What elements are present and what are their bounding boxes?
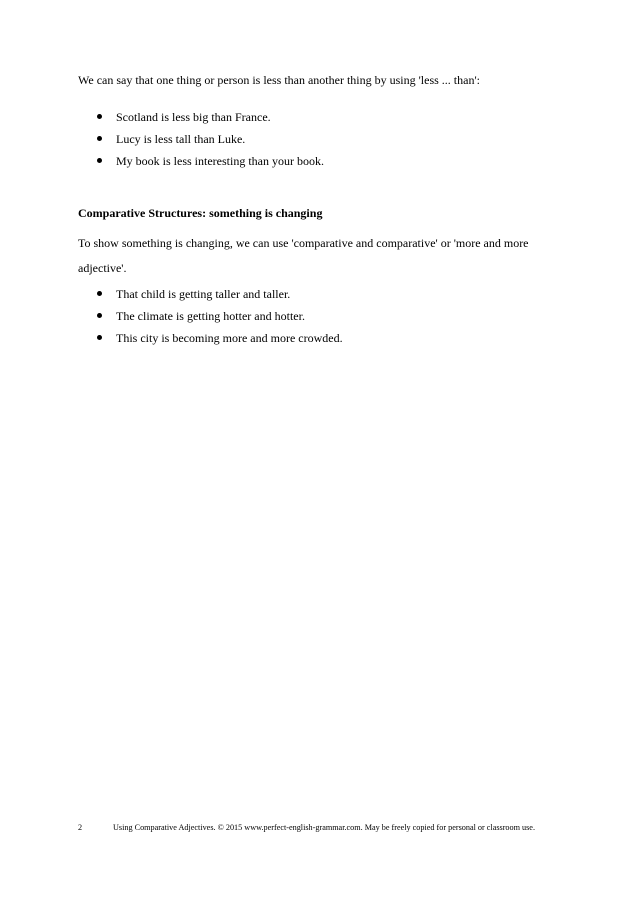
list-item <box>78 106 324 128</box>
list-item <box>78 283 343 305</box>
page-number: 2 <box>78 823 83 832</box>
less-than-examples-list <box>78 106 324 172</box>
changing-intro-paragraph: To show something is changing, we can use 'comparative and comparative' or 'more and more adjective'. <box>78 236 529 275</box>
bullet-icon <box>97 313 102 318</box>
list-item <box>78 150 324 172</box>
list-item <box>78 305 343 327</box>
bullet-icon <box>97 291 102 296</box>
list-item <box>78 128 324 150</box>
page-footer <box>78 822 535 834</box>
list-item-text: Lucy is less tall than Luke. <box>116 132 246 146</box>
bullet-icon <box>97 136 102 141</box>
list-item-text: Scotland is less big than France. <box>116 110 271 124</box>
bullet-icon <box>97 335 102 340</box>
list-item-text: The climate is getting hotter and hotter. <box>116 309 305 323</box>
bullet-icon <box>97 158 102 163</box>
bullet-icon <box>97 114 102 119</box>
list-item-text: My book is less interesting than your book. <box>116 154 324 168</box>
list-item-text: This city is becoming more and more crowded. <box>116 331 343 345</box>
footer-text: Using Comparative Adjectives. © 2015 www.perfect-english-grammar.com. May be freely copied for personal or classroom use. <box>113 823 535 832</box>
changing-examples-list <box>78 283 343 349</box>
section-heading: Comparative Structures: something is changing <box>78 206 323 220</box>
list-item <box>78 327 343 349</box>
list-item-text: That child is getting taller and taller. <box>116 287 291 301</box>
intro-paragraph: We can say that one thing or person is less than another thing by using 'less ... than': <box>78 73 480 87</box>
